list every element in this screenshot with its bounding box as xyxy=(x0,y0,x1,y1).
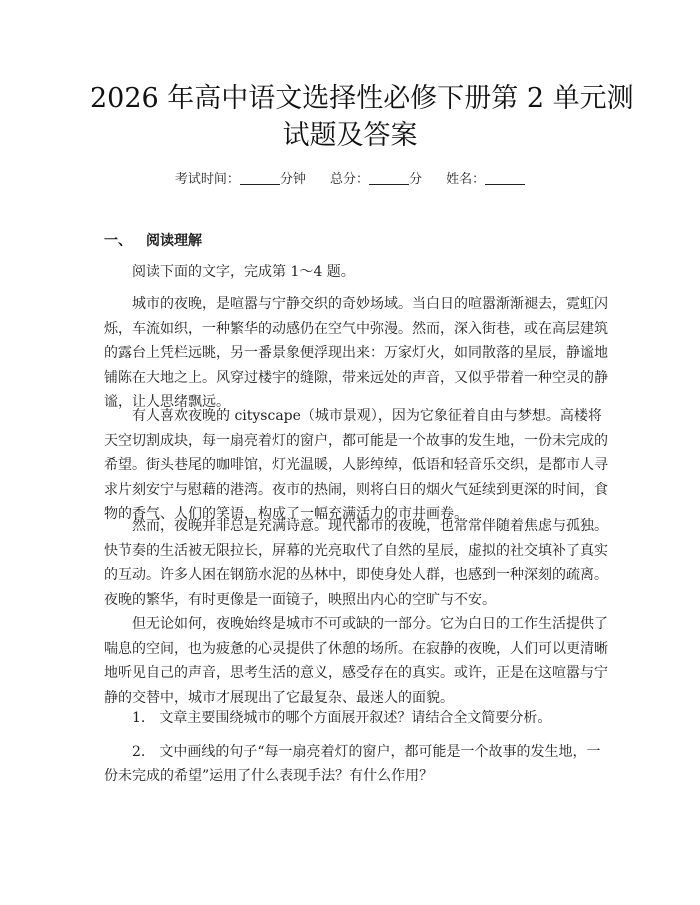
paragraph-line: 有人喜欢夜晚的 cityscape（城市景观），因为它象征着自由与梦想。高楼将 xyxy=(132,408,602,424)
paragraph-line: 地听见自己的声音，思考生活的意义，感受存在的真实。或许，正是在这喧嚣与宁 xyxy=(104,665,608,681)
passage-paragraph-4 xyxy=(104,612,608,710)
reading-instruction: 阅读下面的文字，完成第 1～4 题。 xyxy=(132,264,355,280)
exam-time-field xyxy=(175,172,310,187)
paragraph-line: 然而，夜晚并非总是充满诗意。现代都市的夜晚，也常常伴随着焦虑与孤独。 xyxy=(132,518,608,534)
paragraph-line: 喘息的空间，也为疲惫的心灵提供了休憩的场所。在寂静的夜晚，人们可以更清晰 xyxy=(104,640,608,657)
question-text: 文章主要围绕城市的哪个方面展开叙述？请结合全文简要分析。 xyxy=(159,710,552,726)
question-2 xyxy=(104,740,600,788)
exam-time-blank[interactable] xyxy=(240,172,280,185)
exam-title xyxy=(90,80,634,154)
question-text-continued: 份未完成的希望”运用了什么表现手法？有什么作用？ xyxy=(104,768,434,784)
paragraph-line: 的互动。许多人困在钢筋水泥的丛林中，即使身处人群，也感到一种深刻的疏离。 xyxy=(104,567,608,583)
paragraph-line: 静的交替中，城市才展现出了它最复杂、最迷人的面貌。 xyxy=(104,689,454,706)
paragraph-line: 城市的夜晚，是喧嚣与宁静交织的奇妙场域。当白日的喧嚣渐渐褪去，霓虹闪 xyxy=(132,296,608,312)
paragraph-line: 求片刻安宁与慰藉的港湾。夜市的热闹，则将白日的烟火气延续到更深的时间，食 xyxy=(104,481,608,498)
paragraph-line: 物的香气、人们的笑语，构成了一幅充满活力的市井画卷。 xyxy=(104,506,468,522)
paragraph-line: 夜晚的繁华，有时更像是一面镜子，映照出内心的空旷与不安。 xyxy=(104,591,496,608)
student-name-label: 姓名： xyxy=(446,172,486,187)
total-score-unit: 分 xyxy=(409,172,423,187)
question-1 xyxy=(104,708,600,728)
paragraph-line: 但无论如何，夜晚始终是城市不可或缺的一部分。它为白日的工作生活提供了 xyxy=(132,616,608,632)
question-number: 1. xyxy=(132,710,146,726)
exam-time-label: 考试时间： xyxy=(174,172,240,187)
exam-meta xyxy=(0,168,700,187)
total-score-label: 总分： xyxy=(329,172,369,187)
paragraph-line: 希望。街头巷尾的咖啡馆，灯光温暖，人影绰绰，低语和轻音乐交织，是都市人寻 xyxy=(104,457,608,473)
question-text: 文中画线的句子“每一扇亮着灯的窗户，都可能是一个故事的发生地，一 xyxy=(159,744,601,760)
paragraph-line: 的露台上凭栏远眺，另一番景象便浮现出来：万家灯火，如同散落的星辰，静谧地 xyxy=(104,345,608,361)
section-heading xyxy=(104,230,202,250)
total-score-blank[interactable] xyxy=(369,172,409,185)
paragraph-line: 天空切割成块，每一扇亮着灯的窗户，都可能是一个故事的发生地，一份未完成的 xyxy=(104,432,608,449)
section-number: 一、 xyxy=(104,233,132,249)
student-name-blank[interactable] xyxy=(485,172,525,185)
passage-paragraph-3 xyxy=(104,514,608,612)
section-title: 阅读理解 xyxy=(146,233,202,249)
title-line-2: 试题及答案 xyxy=(282,120,418,151)
paragraph-line: 铺陈在大地之上。风穿过楼宇的缝隙，带来远处的声音，又似乎带着一种空灵的静 xyxy=(104,369,608,386)
paragraph-line: 谧，让人思绪飘远。 xyxy=(104,394,230,410)
paragraph-line: 烁，车流如织，一种繁华的动感仍在空气中弥漫。然而，深入街巷，或在高层建筑 xyxy=(104,320,608,337)
passage-paragraph-1 xyxy=(104,292,608,415)
paragraph-line: 快节奏的生活被无限拉长，屏幕的光亮取代了自然的星辰，虚拟的社交填补了真实 xyxy=(104,542,608,559)
student-name-field xyxy=(446,172,525,187)
total-score-field xyxy=(330,172,426,187)
title-line-1: 2026 年高中语文选择性必修下册第 2 单元测 xyxy=(90,83,634,114)
exam-time-unit: 分钟 xyxy=(279,172,306,187)
question-number: 2. xyxy=(132,744,146,760)
passage-paragraph-2 xyxy=(104,404,608,527)
